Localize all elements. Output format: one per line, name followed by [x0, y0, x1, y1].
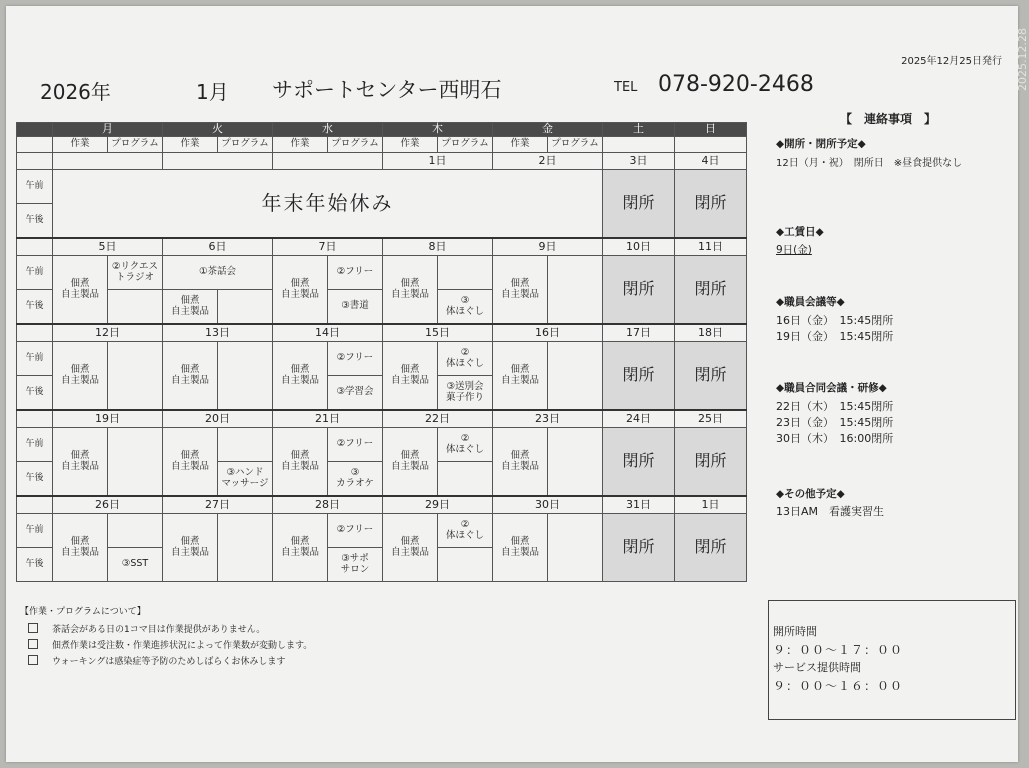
schedule-sheet [6, 6, 1029, 762]
closed-cell: 閉所 [675, 170, 747, 239]
notes-title: 【作業・プログラムについて】 [20, 607, 146, 617]
program-cell: ② 体ほぐし [438, 428, 493, 462]
work-cell: 佃煮 自主製品 [383, 342, 438, 411]
tel-label: TEL [614, 80, 638, 95]
date-cell: 14日 [273, 324, 383, 342]
closed-cell: 閉所 [603, 514, 675, 582]
date-cell: 1日 [675, 496, 747, 514]
date-cell: 9日 [493, 238, 603, 256]
date-cell: 23日 [493, 410, 603, 428]
date-cell: 24日 [603, 410, 675, 428]
date-cell: 1日 [383, 153, 493, 170]
hours-box [768, 600, 1016, 720]
pm-label: 午後 [17, 290, 53, 325]
closed-cell: 閉所 [675, 514, 747, 582]
program-cell: ② 体ほぐし [438, 342, 493, 376]
service-hours-time: ９：００〜１６：００ [773, 679, 904, 693]
weekday-sun: 日 [675, 123, 747, 137]
pm-label: 午後 [17, 376, 53, 411]
col-work: 作業 [53, 137, 108, 153]
tel-number: 078-920-2468 [658, 72, 814, 97]
program-cell: ②フリー [328, 256, 383, 290]
program-cell: ②リクエス トラジオ [108, 256, 163, 290]
week4-date-row [17, 410, 747, 428]
year-label: 2026年 [40, 80, 111, 104]
col-program: プログラム [548, 137, 603, 153]
date-stamp: 2025.12.28 [1016, 28, 1029, 91]
date-cell: 31日 [603, 496, 675, 514]
contact-line: 30日（木） 16:00閉所 [776, 432, 894, 445]
contact-section-open-close: ◆開所・閉所予定◆ [776, 138, 866, 150]
work-cell: 佃煮 自主製品 [273, 256, 328, 325]
work-cell: 佃煮 自主製品 [163, 428, 218, 497]
work-cell: 佃煮 自主製品 [383, 514, 438, 582]
closed-cell: 閉所 [675, 342, 747, 411]
work-cell: 佃煮 自主製品 [53, 514, 108, 582]
work-cell: 佃煮 自主製品 [53, 256, 108, 325]
date-cell: 6日 [163, 238, 273, 256]
work-cell: 佃煮 自主製品 [53, 342, 108, 411]
weekday-fri: 金 [493, 123, 603, 137]
corner-cell [17, 123, 53, 137]
program-cell: ③ カラオケ [328, 462, 383, 497]
am-label: 午前 [17, 342, 53, 376]
col-program: プログラム [438, 137, 493, 153]
checkbox-icon [28, 655, 38, 665]
work-cell: 佃煮 自主製品 [163, 514, 218, 582]
date-cell: 11日 [675, 238, 747, 256]
closed-cell: 閉所 [675, 256, 747, 325]
date-cell: 12日 [53, 324, 163, 342]
col-program: プログラム [108, 137, 163, 153]
closed-cell: 閉所 [603, 256, 675, 325]
issue-date: 2025年12月25日発行 [901, 56, 1002, 67]
event-cell: ①茶話会 [163, 256, 273, 290]
contact-line: 22日（木） 15:45閉所 [776, 400, 894, 413]
center-name: サポートセンター西明石 [272, 78, 502, 102]
date-cell: 13日 [163, 324, 273, 342]
date-cell: 19日 [53, 410, 163, 428]
work-cell: 佃煮 自主製品 [273, 514, 328, 582]
date-cell: 10日 [603, 238, 675, 256]
note-item: 茶話会がある日の1コマ目は作業提供がありません。 [28, 622, 265, 635]
contact-line: 19日（金） 15:45閉所 [776, 330, 894, 343]
date-cell: 7日 [273, 238, 383, 256]
contact-section-staff-meeting: ◆職員会議等◆ [776, 296, 845, 308]
weekday-sat: 土 [603, 123, 675, 137]
am-label: 午前 [17, 170, 53, 204]
work-cell: 佃煮 自主製品 [493, 342, 548, 411]
closed-cell: 閉所 [675, 428, 747, 497]
work-cell: 佃煮 自主製品 [163, 290, 218, 325]
weekday-wed: 水 [273, 123, 383, 137]
weekday-tue: 火 [163, 123, 273, 137]
col-work: 作業 [163, 137, 218, 153]
contact-line: 16日（金） 15:45閉所 [776, 314, 894, 327]
program-cell: ②フリー [328, 342, 383, 376]
work-cell: 佃煮 自主製品 [493, 514, 548, 582]
col-program: プログラム [218, 137, 273, 153]
closed-cell: 閉所 [603, 428, 675, 497]
month-label: 1月 [196, 80, 229, 104]
program-cell: ③送別会 菓子作り [438, 376, 493, 411]
monthly-calendar-table [16, 122, 747, 582]
contact-line: 9日(金) [776, 244, 812, 256]
pm-label: 午後 [17, 204, 53, 239]
program-cell: ③SST [108, 548, 163, 582]
work-cell: 佃煮 自主製品 [273, 342, 328, 411]
col-program: プログラム [328, 137, 383, 153]
week5-date-row [17, 496, 747, 514]
work-cell: 佃煮 自主製品 [53, 428, 108, 497]
holiday-banner: 年末年始休み [53, 170, 603, 239]
col-work: 作業 [273, 137, 328, 153]
program-cell: ③学習会 [328, 376, 383, 411]
open-hours-label: 開所時間 [773, 625, 817, 638]
program-cell: ③ 体ほぐし [438, 290, 493, 325]
contact-section-other: ◆その他予定◆ [776, 488, 845, 500]
program-cell: ② 体ほぐし [438, 514, 493, 548]
weekday-mon: 月 [53, 123, 163, 137]
program-cell: ③サポ サロン [328, 548, 383, 582]
weekday-thu: 木 [383, 123, 493, 137]
work-cell: 佃煮 自主製品 [493, 256, 548, 325]
contact-section-payday: ◆工賃日◆ [776, 226, 824, 238]
col-work: 作業 [493, 137, 548, 153]
date-cell: 28日 [273, 496, 383, 514]
date-cell: 26日 [53, 496, 163, 514]
date-cell: 27日 [163, 496, 273, 514]
date-cell: 4日 [675, 153, 747, 170]
program-cell: ②フリー [328, 428, 383, 462]
work-cell: 佃煮 自主製品 [383, 256, 438, 325]
am-label: 午前 [17, 256, 53, 290]
contact-section-joint-meeting: ◆職員合同会議・研修◆ [776, 382, 887, 394]
date-cell: 21日 [273, 410, 383, 428]
work-cell: 佃煮 自主製品 [493, 428, 548, 497]
date-cell: 29日 [383, 496, 493, 514]
contact-line: 23日（金） 15:45閉所 [776, 416, 894, 429]
note-item: 佃煮作業は受注数・作業進捗状況によって作業数が変動します。 [28, 638, 312, 651]
work-cell: 佃煮 自主製品 [383, 428, 438, 497]
am-label: 午前 [17, 428, 53, 462]
date-cell: 8日 [383, 238, 493, 256]
date-cell: 2日 [493, 153, 603, 170]
date-cell: 5日 [53, 238, 163, 256]
week2-date-row [17, 238, 747, 256]
work-cell: 佃煮 自主製品 [273, 428, 328, 497]
contact-line: 12日（月・祝） 閉所日 ※昼食提供なし [776, 158, 963, 169]
date-cell: 3日 [603, 153, 675, 170]
note-item: ウォーキングは感染症等予防のためしばらくお休みします [28, 654, 285, 667]
date-cell: 22日 [383, 410, 493, 428]
col-work: 作業 [383, 137, 438, 153]
program-cell: ③書道 [328, 290, 383, 325]
closed-cell: 閉所 [603, 170, 675, 239]
program-cell: ②フリー [328, 514, 383, 548]
open-hours-time: ９：００〜１７：００ [773, 643, 904, 657]
program-cell: ③ハンド マッサージ [218, 462, 273, 497]
contact-line: 13日AM 看護実習生 [776, 505, 885, 518]
checkbox-icon [28, 639, 38, 649]
am-label: 午前 [17, 514, 53, 548]
date-cell: 16日 [493, 324, 603, 342]
service-hours-label: サービス提供時間 [773, 661, 861, 674]
pm-label: 午後 [17, 462, 53, 497]
contact-title: 【 連絡事項 】 [840, 112, 937, 126]
date-cell: 20日 [163, 410, 273, 428]
date-cell: 15日 [383, 324, 493, 342]
work-cell: 佃煮 自主製品 [163, 342, 218, 411]
date-cell: 18日 [675, 324, 747, 342]
date-cell: 17日 [603, 324, 675, 342]
subheader-row [17, 137, 747, 153]
week1-date-row [17, 153, 747, 170]
date-cell: 30日 [493, 496, 603, 514]
closed-cell: 閉所 [603, 342, 675, 411]
date-cell: 25日 [675, 410, 747, 428]
pm-label: 午後 [17, 548, 53, 582]
weekday-header-row [17, 123, 747, 137]
week3-date-row [17, 324, 747, 342]
checkbox-icon [28, 623, 38, 633]
